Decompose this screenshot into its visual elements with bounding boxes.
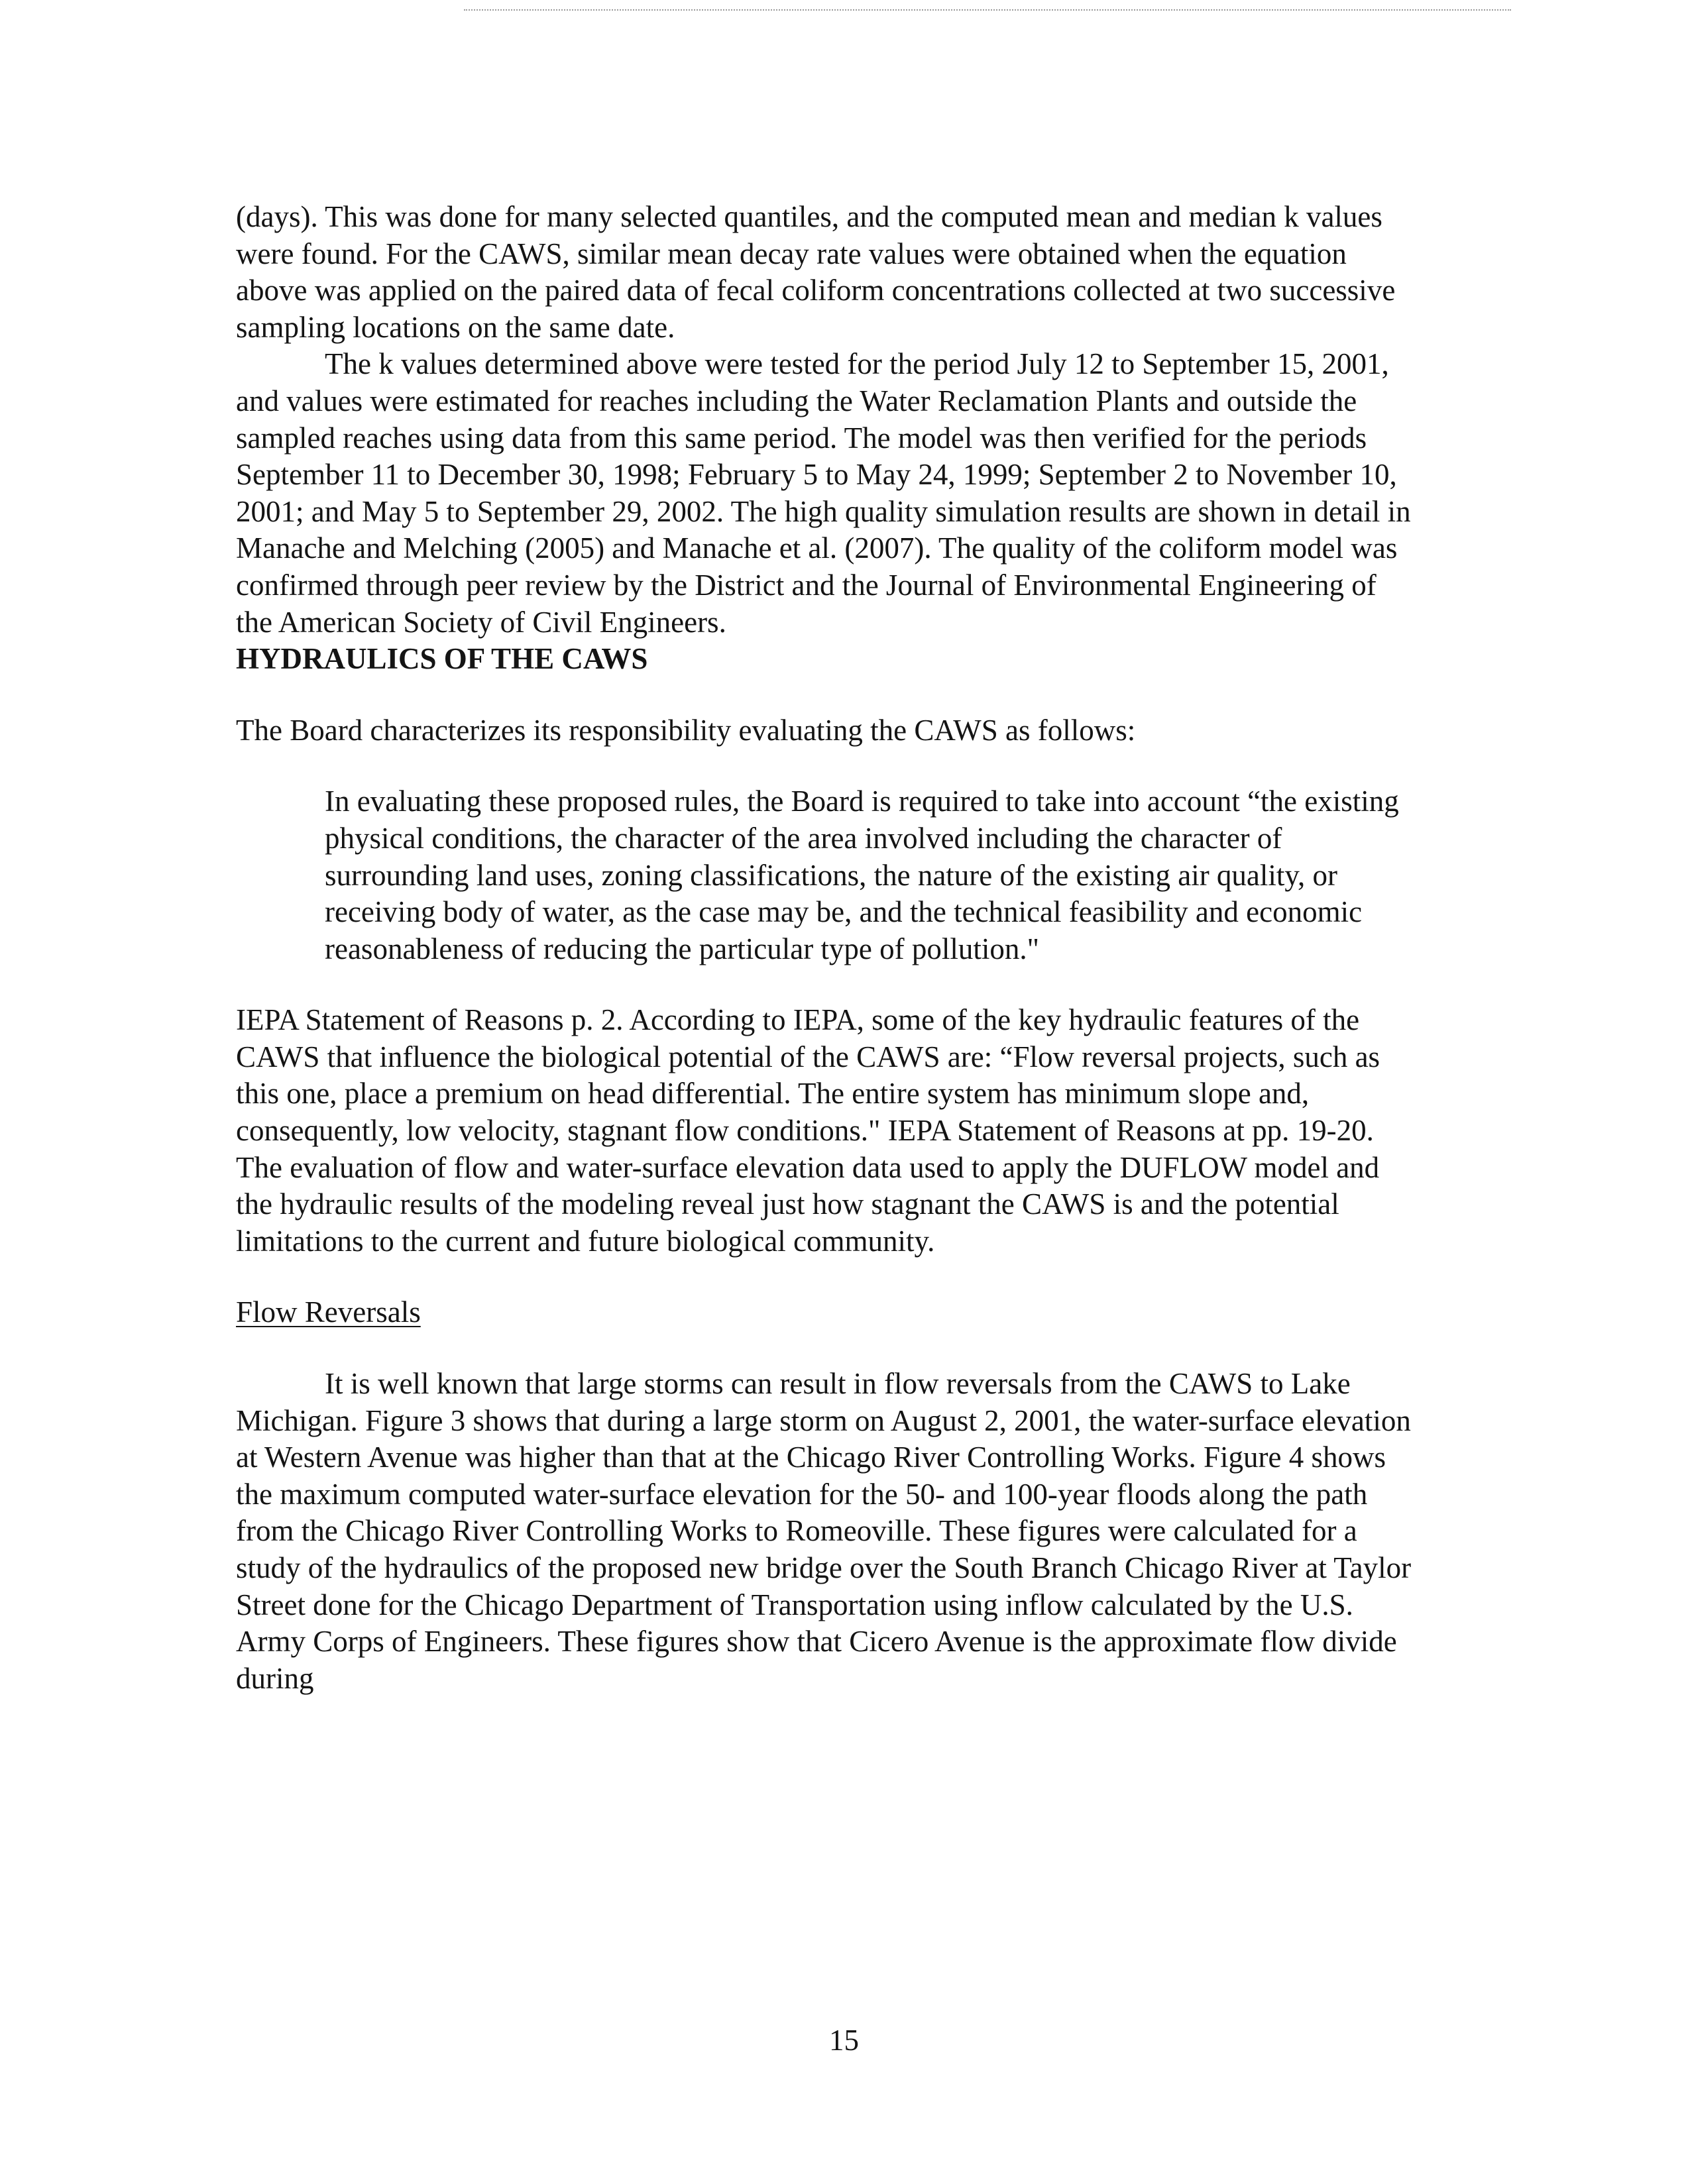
paragraph-iepa-statement: IEPA Statement of Reasons p. 2. According to IEPA, some of the key hydraulic features of the CAWS that influence the biological potential of the CAWS are: “Flow reversal projects, such as this one, place a premium on head differential. The entire system has minimum slope and, consequently, low velocity, stagnant flow conditions." IEPA Statement of Reasons at pp. 19-20. The evaluation of flow and water-surface elevation data used to apply the DUFLOW model and the hydraulic results of the modeling reveal just how stagnant the CAWS is and the potential limitations to the current and future biological community.: [236, 1003, 1380, 1258]
scan-top-rule: [464, 9, 1511, 11]
paragraph-board-responsibility: The Board characterizes its responsibility evaluating the CAWS as follows:: [236, 713, 1136, 747]
paragraph-model-verification: The k values determined above were tested for the period July 12 to September 15, 2001, and values were estimated for reaches including the Water Reclamation Plants and outside the sampled reaches using data from this same period. The model was then verified for the periods September 11 to December 30, 1998; February 5 to May 24, 1999; September 2 to November 10, 2001; and May 5 to September 29, 2002. The high quality simulation results are shown in detail in Manache and Melching (2005) and Manache et al. (2007). The quality of the coliform model was confirmed through peer review by the District and the Journal of Environmental Engineering of the American Society of Civil Engineers.: [236, 347, 1411, 639]
block-quote-board-rules: In evaluating these proposed rules, the Board is required to take into account “the existing physical conditions, the character of the area involved including the character of surrounding land uses, zoning classifications, the nature of the existing air quality, or receiving body of water, as the case may be, and the technical feasibility and economic reasonableness of reducing the particular type of pollution.": [325, 785, 1399, 965]
page-number: 15: [829, 2024, 859, 2057]
section-heading-hydraulics: HYDRAULICS OF THE CAWS: [236, 642, 648, 676]
paragraph-decay-rate: (days). This was done for many selected quantiles, and the computed mean and median k values were found. For the CAWS, similar mean decay rate values were obtained when the equation above was applied on the paired data of fecal coliform concentrations collected at two successive sampling locations on the same date.: [236, 200, 1396, 344]
paragraph-flow-reversals: It is well known that large storms can result in flow reversals from the CAWS to Lake Michigan. Figure 3 shows that during a large storm on August 2, 2001, the water-surface elevation at Western Avenue was higher than that at the Chicago River Controlling Works. Figure 4 shows the maximum computed water-surface elevation for the 50- and 100-year floods along the path from the Chicago River Controlling Works to Romeoville. These figures were calculated for a study of the hydraulics of the proposed new bridge over the South Branch Chicago River at Taylor Street done for the Chicago Department of Transportation using inflow calculated by the U.S. Army Corps of Engineers. These figures show that Cicero Avenue is the approximate flow divide during: [236, 1367, 1412, 1695]
subheading-flow-reversals: Flow Reversals: [236, 1295, 421, 1329]
document-page: [236, 199, 1416, 1697]
